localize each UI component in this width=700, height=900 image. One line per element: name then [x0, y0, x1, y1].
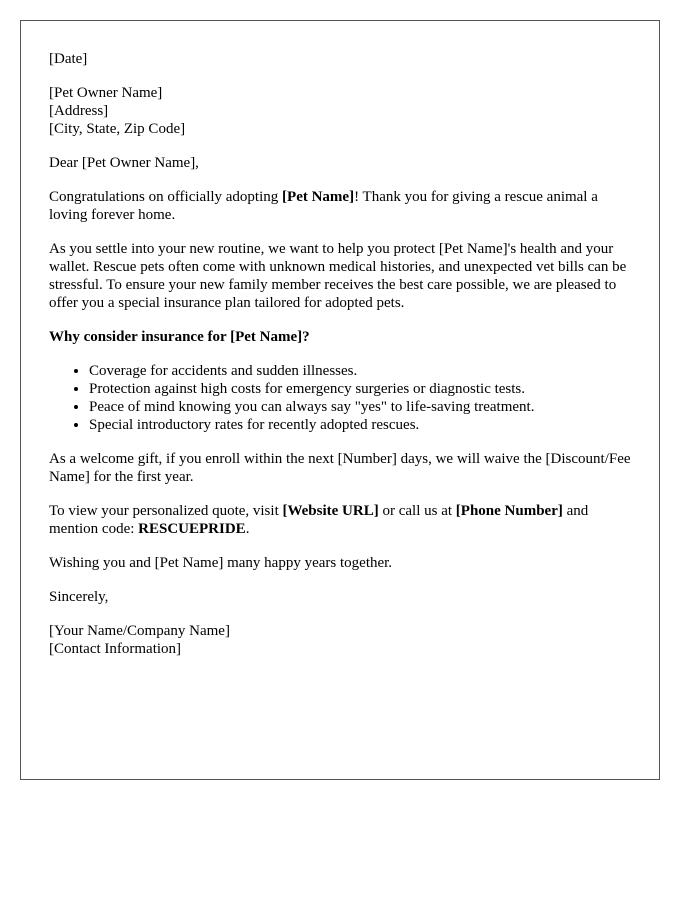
website-url: [Website URL]	[282, 503, 379, 519]
pet-name-bold: [Pet Name]	[282, 189, 355, 205]
congratulations-paragraph	[49, 188, 631, 224]
cta-text-4: .	[245, 521, 250, 537]
benefit-item: • Coverage for accidents and sudden illnesses.	[89, 362, 631, 380]
signature-name: [Your Name/Company Name]	[49, 623, 230, 639]
signature-contact: [Contact Information]	[49, 641, 182, 657]
recipient-address-block	[49, 84, 631, 138]
signature-block	[49, 622, 631, 658]
congrats-text-end: ! Thank you for giving a rescue animal a loving forever home.	[49, 189, 598, 223]
benefit-item: • Protection against high costs for emergency surgeries or diagnostic tests.	[89, 380, 631, 398]
salutation: Dear [Pet Owner Name],	[49, 155, 199, 171]
benefits-heading: Why consider insurance for [Pet Name]?	[49, 329, 310, 345]
welcome-gift-paragraph: As a welcome gift, if you enroll within the next [Number] days, we will waive the [Discount/Fee Name] for the first year.	[49, 451, 631, 485]
call-to-action-paragraph	[49, 502, 631, 538]
benefit-item: • Special introductory rates for recently adopted rescues.	[89, 416, 631, 434]
intro-paragraph: As you settle into your new routine, we want to help you protect [Pet Name]'s health and your wallet. Rescue pets often come with unknown medical histories, and unexpected vet bills can be stressful. To ensure your new family member receives the best care possible, we are pleased to offer you a special insurance plan tailored for adopted pets.	[49, 241, 627, 311]
promo-code: RESCUEPRIDE	[138, 521, 246, 537]
wishes-paragraph: Wishing you and [Pet Name] many happy years together.	[49, 555, 393, 571]
cta-text-2: or call us at	[378, 503, 456, 519]
recipient-name: [Pet Owner Name]	[49, 85, 163, 101]
recipient-address: [Address]	[49, 103, 109, 119]
recipient-city-state-zip: [City, State, Zip Code]	[49, 121, 186, 137]
benefits-list	[49, 362, 631, 434]
letter-page	[20, 20, 660, 780]
date-line: [Date]	[49, 51, 88, 67]
cta-text-1: To view your personalized quote, visit	[49, 503, 283, 519]
congrats-text-start: Congratulations on officially adopting	[49, 189, 283, 205]
cta-text-3: and mention code:	[49, 503, 589, 537]
phone-number: [Phone Number]	[455, 503, 563, 519]
benefit-item: • Peace of mind knowing you can always say "yes" to life-saving treatment.	[89, 398, 631, 416]
closing: Sincerely,	[49, 589, 109, 605]
